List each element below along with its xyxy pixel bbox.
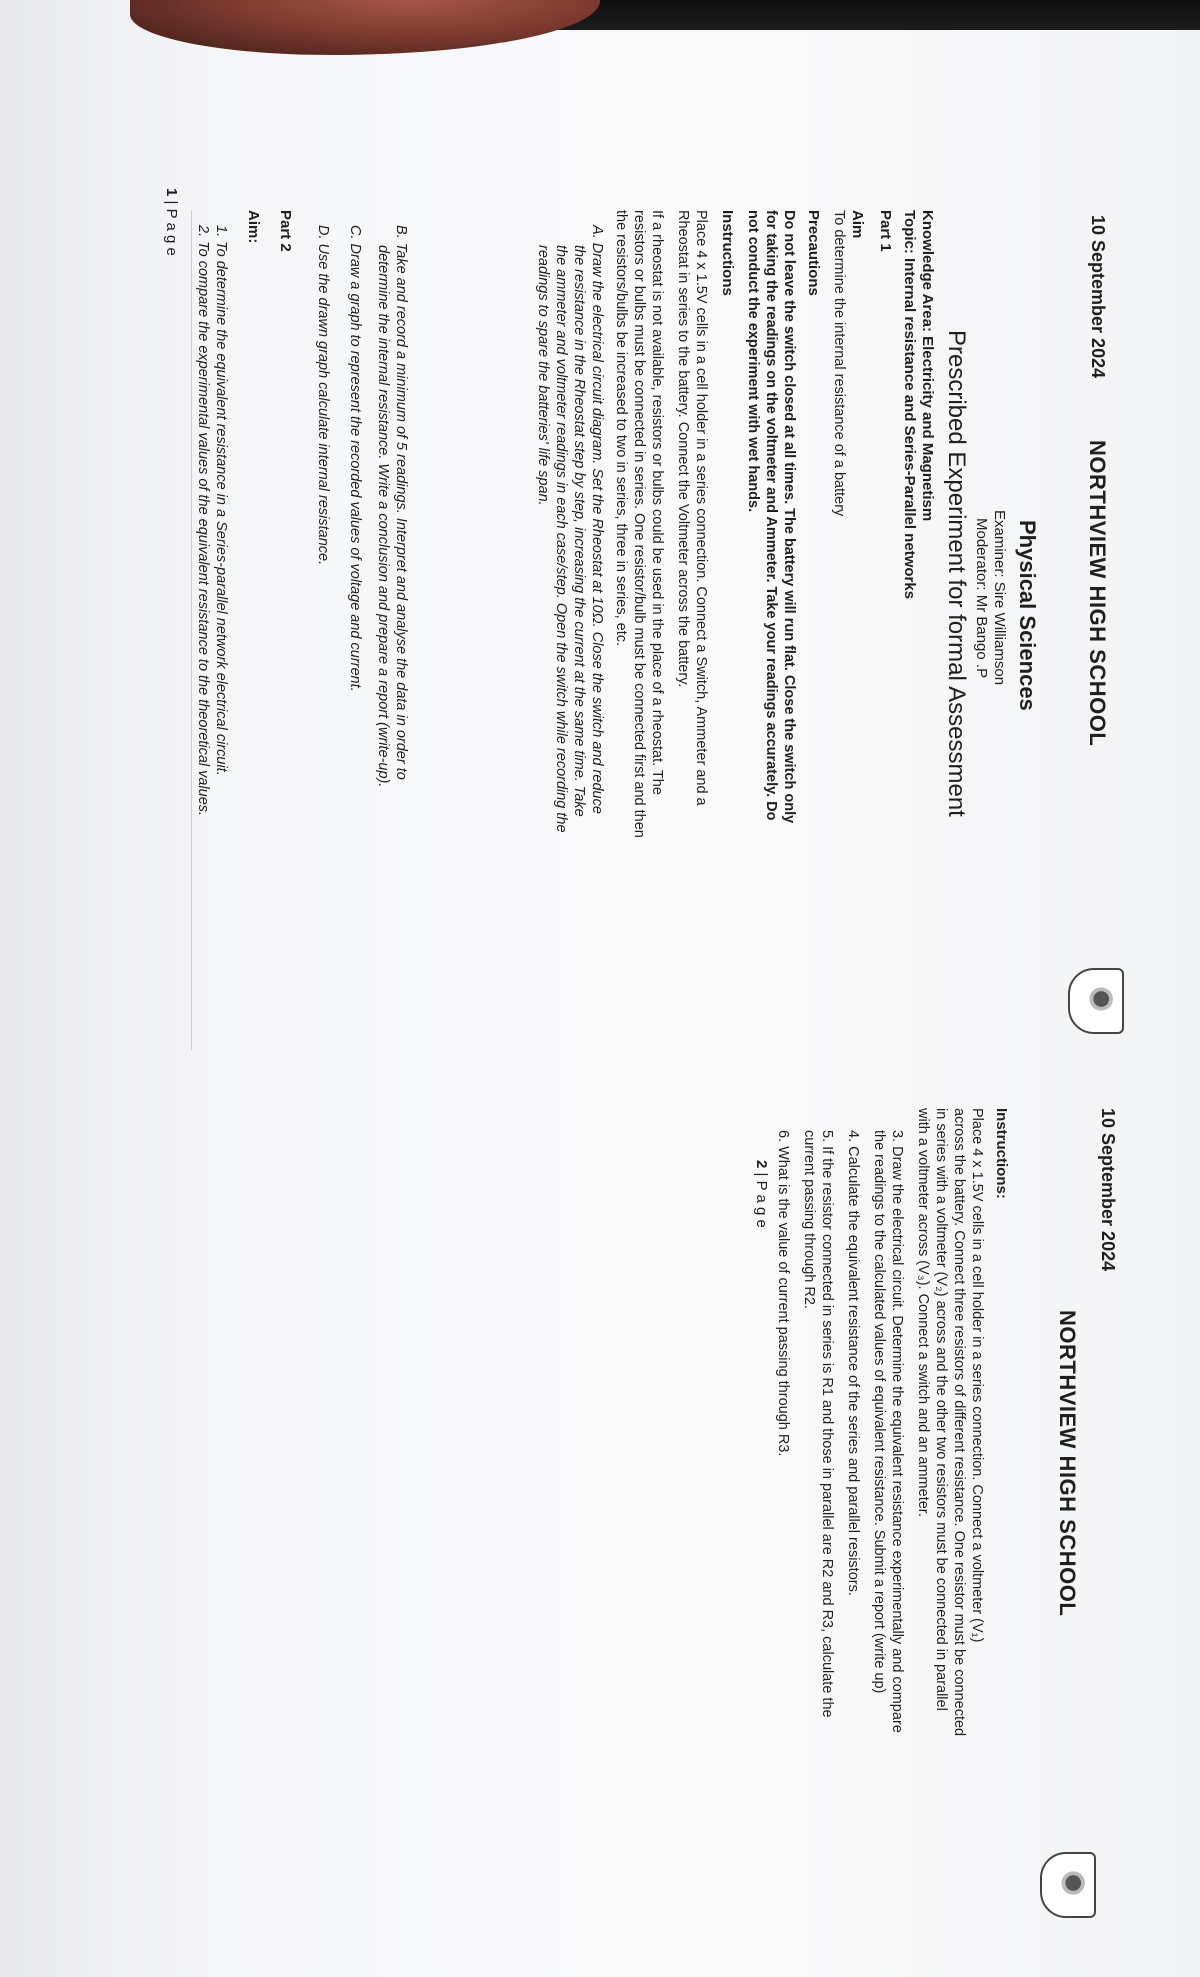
instructions-line: the resistors/bulbs be increased to two in series, three in series, etc. [613, 210, 629, 647]
item-4: 4. Calculate the equivalent resistance of the series and parallel resistors. [845, 1130, 861, 1596]
page-2-school-name: NORTHVIEW HIGH SCHOOL [1055, 1310, 1080, 1617]
step-b-line: B. Take and record a minimum of 5 readings. Interpret and analyse the data in order to [393, 225, 409, 780]
school-crest-icon [1040, 1852, 1096, 1918]
page-2-instructions-line: across the battery. Connect three resistors of different resistance. One resistor must be connected [951, 1108, 967, 1737]
step-b-line: determine the internal resistance. Write a conclusion and prepare a report (write-up). [375, 245, 391, 788]
item-3-line: 3. Draw the electrical circuit. Determine the equivalent resistance experimentally and compare [889, 1130, 905, 1733]
instructions-line: Place 4 x 1.5V cells in a cell holder in a series connection. Connect a Switch, Ammeter and a [693, 210, 709, 806]
topic: Topic: Internal resistance and Series-Parallel networks [901, 210, 918, 600]
instructions-line: If a rheostat is not available, resistors or bulbs could be used in the place of a rheostat. The [649, 210, 665, 795]
aim-2-item: 2. To compare the experimental values of the equivalent resistance to the theoretical values. [195, 225, 211, 817]
step-d: D. Use the drawn graph calculate internal resistance. [315, 225, 331, 566]
page-2-instructions-line: with a voltmeter across (V₃). Connect a switch and an ammeter. [915, 1108, 931, 1517]
page-2-instructions-heading: Instructions: [993, 1108, 1010, 1199]
page-1-number: 1 | P a g e [163, 188, 180, 256]
subject-title: Physical Sciences [1015, 520, 1040, 711]
precautions-heading: Precautions [805, 210, 822, 296]
precautions-line: not conduct the experiment with wet hands. [745, 210, 761, 513]
aim-2-heading: Aim: [245, 210, 262, 244]
aim-2-item: 1. To determine the equivalent resistance in a Series-parallel network electrical circuit. [213, 225, 229, 776]
page-1-date: 10 September 2024 [1088, 215, 1108, 379]
instructions-heading: Instructions [719, 210, 736, 296]
precautions-line: for taking the readings on the voltmeter and Ammeter. Take your readings accurately. Do [763, 210, 779, 821]
instructions-line: Rheostat in series to the battery. Connect the Voltmeter across the battery. [675, 210, 691, 688]
precautions-line: Do not leave the switch closed at all times. The battery will run flat. Close the switch only [781, 210, 797, 824]
step-a-line: the resistance in the Rheostat step by step, increasing the current at the same time. Take [571, 245, 587, 817]
item-5-line: current passing through R2. [801, 1130, 817, 1309]
item-3-line: the readings to the calculated values of equivalent resistance. Submit a report (write up) [871, 1130, 887, 1694]
part-1-heading: Part 1 [877, 210, 894, 252]
step-a-line: readings to spare the batteries' life span. [535, 245, 551, 506]
moderator: Moderator: Mr Bango .P [973, 518, 990, 679]
instructions-line: resistors or bulbs must be connected in series. One resistor/bulb must be connected first and then [631, 210, 647, 838]
footer-rule [191, 210, 192, 1050]
step-c: C. Draw a graph to represent the recorded values of voltage and current. [347, 225, 363, 692]
page-2-number: 2 | P a g e [753, 1160, 770, 1228]
aim-text: To determine the internal resistance of a battery [831, 210, 847, 517]
item-5-line: 5. If the resistor connected in series is R1 and those in parallel are R2 and R3, calculate the [819, 1130, 835, 1718]
part-2-heading: Part 2 [277, 210, 294, 252]
item-6: 6. What is the value of current passing through R3. [775, 1130, 791, 1457]
experiment-title: Prescribed Experiment for formal Assessment [943, 330, 970, 817]
page-2 [590, 0, 1190, 1977]
page-2-date: 10 September 2024 [1098, 1108, 1118, 1272]
step-a-line: A. Draw the electrical circuit diagram. Set the Rheostat at 10Ω. Close the switch and reduce [589, 225, 605, 814]
examiner: Examiner: Sire Williamson [991, 510, 1008, 686]
aim-heading: Aim [849, 210, 866, 239]
knowledge-area: Knowledge Area: Electricity and Magnetism [919, 210, 936, 522]
school-name: NORTHVIEW HIGH SCHOOL [1085, 440, 1110, 747]
page-2-instructions-line: in series with a voltmeter (V₂) across and the other two resistors must be connected in parallel [933, 1108, 949, 1711]
page-2-instructions-line: Place 4 x 1.5V cells in a cell holder in a series connection. Connect a voltmeter (V₁) [969, 1108, 985, 1643]
step-a-line: the ammeter and voltmeter readings in each case/step. Open the switch while recording the [553, 245, 569, 833]
